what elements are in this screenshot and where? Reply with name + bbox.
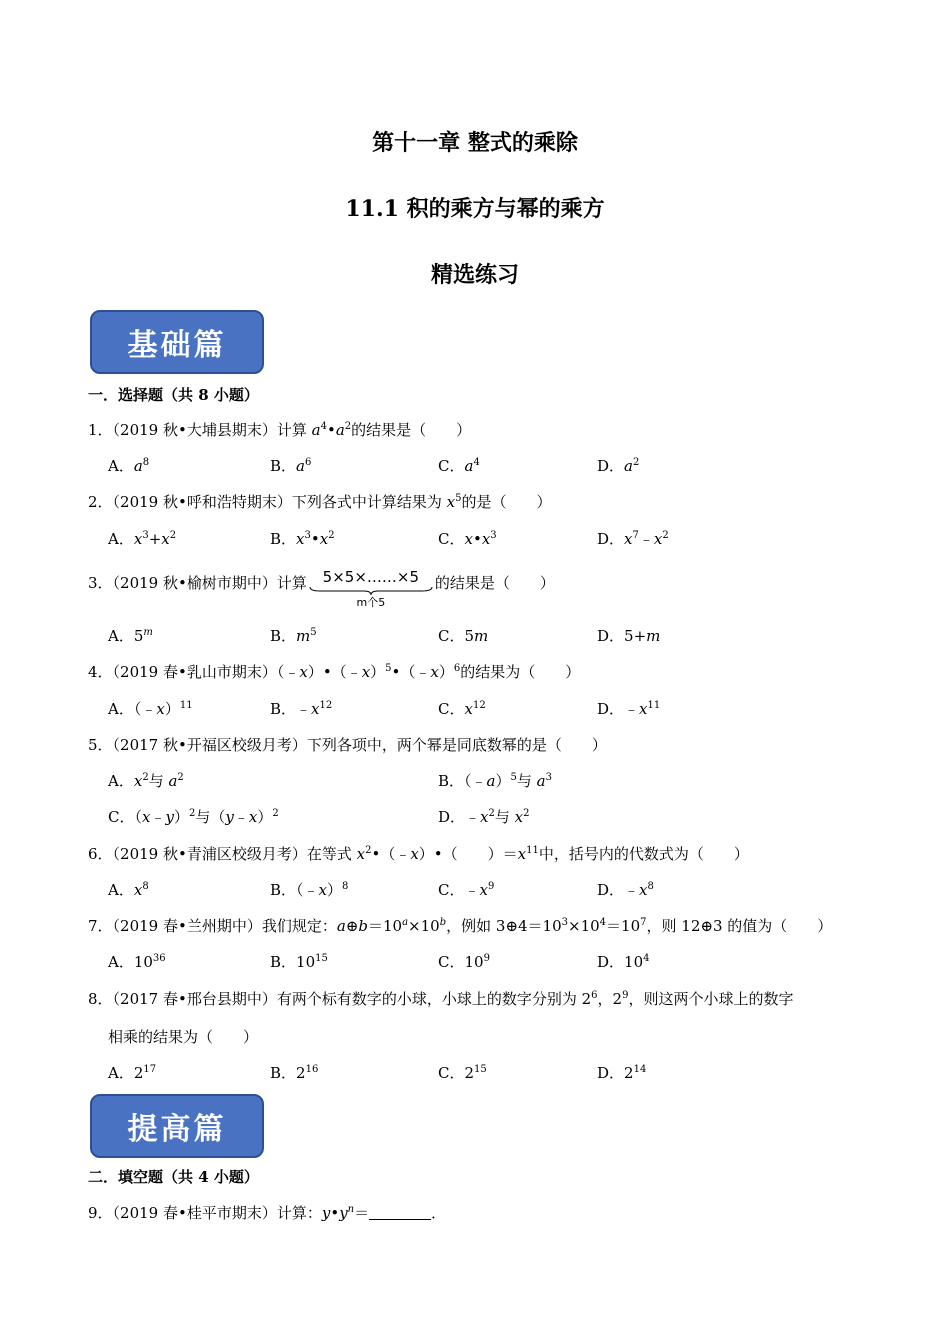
question-7: 7．（2019 春•兰州期中）我们规定：$a\oplus b=10^a\times 10^b$，例如 $3\oplus 4=10^3\times 10^4=10^7$，则 12⊕3 的值为（ ） xyxy=(88,917,833,935)
option-d[interactable]: D．$10^4$ xyxy=(597,953,650,971)
question-3: 3．（2019 秋•榆树市期中）计算 5×5×……×5 m个5 的结果是（ ） xyxy=(88,568,555,609)
option-b[interactable]: B．$10^{15}$ xyxy=(270,953,328,971)
option-a[interactable]: A．$x^3+x^2$ xyxy=(108,530,177,548)
option-d[interactable]: D．$x^7﹣x^2$ xyxy=(597,530,669,548)
option-c[interactable]: C．$﹣x^9$ xyxy=(438,881,495,899)
option-a[interactable]: A．$2^{17}$ xyxy=(108,1064,157,1082)
question-5: 5．（2017 秋•开福区校级月考）下列各项中，两个幂是同底数幂的是（ ） xyxy=(88,736,607,754)
option-a[interactable]: A．5$^m$ xyxy=(108,627,153,645)
option-c[interactable]: C．$a^4$ xyxy=(438,457,480,475)
question-2: 2．（2019 秋•呼和浩特期末）下列各式中计算结果为 $x^5$的是（ ） xyxy=(88,493,552,511)
basic-badge: 基础篇 xyxy=(90,310,264,374)
question-8-options xyxy=(108,1062,890,1084)
option-b[interactable]: B．（﹣x）$^8$ xyxy=(270,881,349,899)
option-b[interactable]: B．$2^{16}$ xyxy=(270,1064,319,1082)
question-6: 6．（2019 秋•青浦区校级月考）在等式 $x^2•(﹣x)•$（ ）$=x^{11}$中，括号内的代数式为（ ） xyxy=(88,845,749,863)
option-c[interactable]: C．$2^{15}$ xyxy=(438,1064,487,1082)
option-d[interactable]: D．$﹣x^{11}$ xyxy=(597,700,661,718)
question-3-options xyxy=(108,625,890,647)
option-a[interactable]: A．$x^8$ xyxy=(108,881,149,899)
option-a[interactable]: A．（﹣x）$^{11}$ xyxy=(108,700,193,718)
option-d[interactable]: D．$﹣x^2$与 $x^2$ xyxy=(438,808,530,826)
chapter-title: 第十一章 整式的乘除 xyxy=(372,130,578,156)
option-c[interactable]: C．$x•x^3$ xyxy=(438,530,497,548)
question-4-options xyxy=(108,698,890,720)
underbrace-expression: 5×5×……×5 m个5 xyxy=(308,572,434,608)
option-d[interactable]: D．5+m xyxy=(597,627,661,645)
option-d[interactable]: D．$﹣x^8$ xyxy=(597,881,654,899)
option-a[interactable]: A．$10^{36}$ xyxy=(108,953,166,971)
question-4: 4．（2019 春•乳山市期末）（﹣x）•（﹣x）$^5$•（﹣x）$^6$的结果为（ ） xyxy=(88,663,581,681)
question-6-options xyxy=(108,879,890,901)
section-title: 11.1 积的乘方与幂的乘方 xyxy=(345,196,605,222)
subtitle: 精选练习 xyxy=(430,262,519,288)
question-1-options xyxy=(108,455,890,477)
option-b[interactable]: B．$a^6$ xyxy=(270,457,312,475)
option-a[interactable]: A．$x^2$与 $a^2$ xyxy=(108,772,184,790)
option-c[interactable]: C．（x﹣y）$^2$与（y﹣x）$^2$ xyxy=(108,808,279,826)
advanced-badge: 提高篇 xyxy=(90,1094,264,1158)
option-b[interactable]: B．$x^3•x^2$ xyxy=(270,530,335,548)
question-7-options xyxy=(108,951,890,973)
section-fill-heading: 二．填空题（共 4 小题） xyxy=(88,1168,259,1186)
option-b[interactable]: B．$m^5$ xyxy=(270,627,317,645)
question-8-line2: 相乘的结果为（ ） xyxy=(108,1028,259,1046)
option-d[interactable]: D．$a^2$ xyxy=(597,457,640,475)
answer-blank[interactable] xyxy=(369,1205,431,1220)
option-a[interactable]: A．$a^8$ xyxy=(108,457,150,475)
question-9: 9．（2019 春•桂平市期末）计算：$y•y^n=$ ． xyxy=(88,1204,447,1222)
option-c[interactable]: C．$x^{12}$ xyxy=(438,700,486,718)
question-1: 1．（2019 秋•大埔县期末）计算 $a^4•a^2$的结果是（ ） xyxy=(88,421,472,439)
option-d[interactable]: D．$2^{14}$ xyxy=(597,1064,647,1082)
question-8: 8．（2017 春•邢台县期中）有两个标有数字的小球，小球上的数字分别为 $2^6$，$2^9$，则这两个小球上的数字 xyxy=(88,990,794,1008)
section-choice-heading: 一．选择题（共 8 小题） xyxy=(88,386,259,404)
option-b[interactable]: B．$﹣x^{12}$ xyxy=(270,700,333,718)
question-5-options-row2 xyxy=(108,806,890,828)
option-c[interactable]: C．5m xyxy=(438,627,489,645)
option-b[interactable]: B．（﹣a）$^5$与 $a^3$ xyxy=(438,772,552,790)
question-5-options-row1 xyxy=(108,770,890,792)
option-c[interactable]: C．$10^9$ xyxy=(438,953,490,971)
question-2-options xyxy=(108,528,890,550)
